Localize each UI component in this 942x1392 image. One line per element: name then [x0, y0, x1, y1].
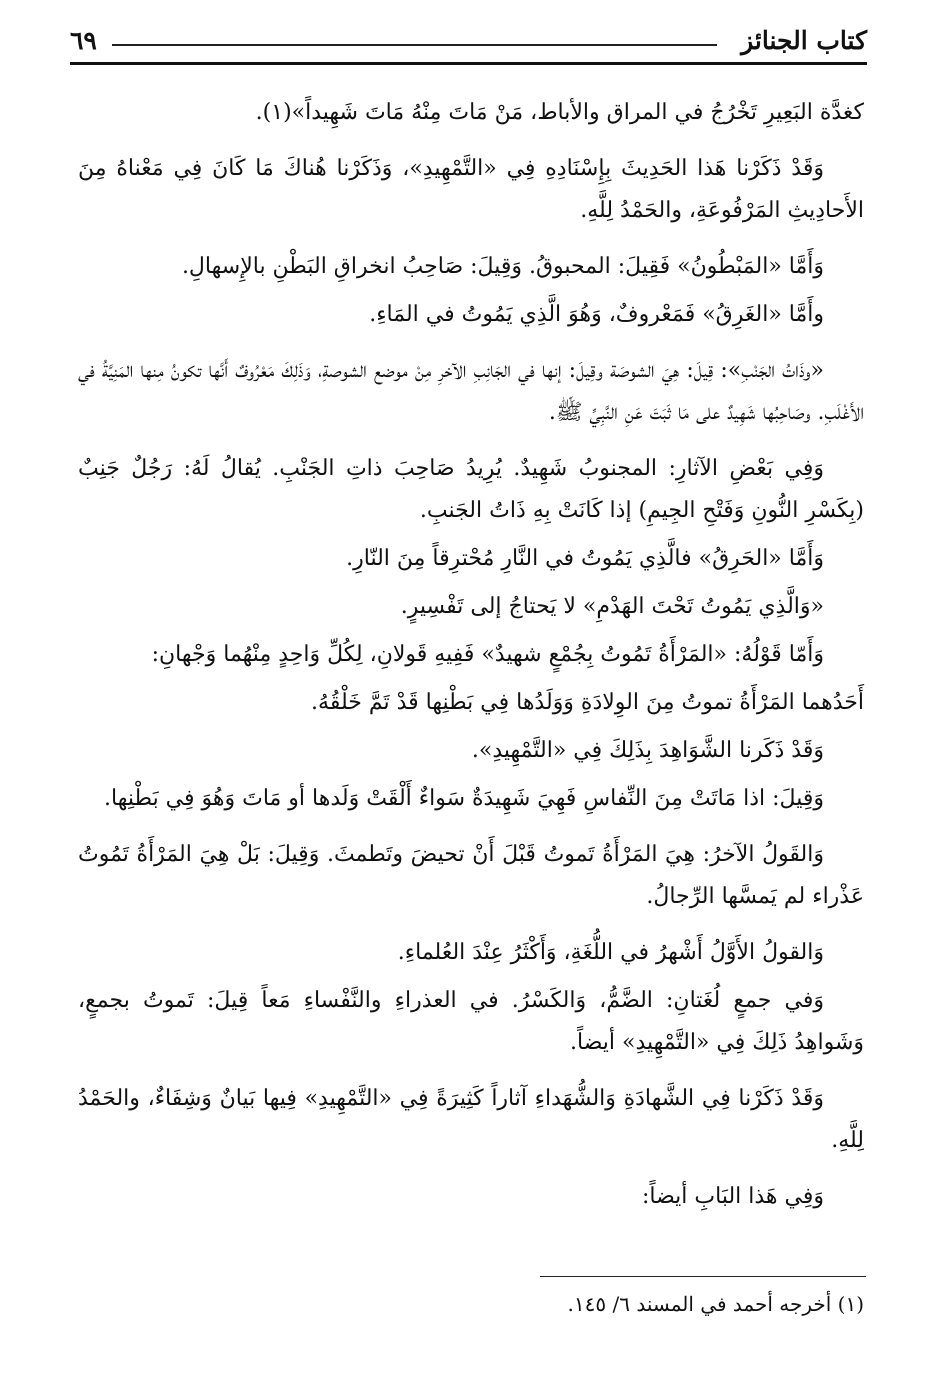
- footnote-divider: [540, 1276, 866, 1277]
- footnote: (١) أخرجه أحمد في المسند ٦/ ١٤٥.: [567, 1292, 864, 1316]
- paragraph: أَحَدُهما المَرْأَةُ تموتُ مِنَ الوِلادَةِ وَوَلَدُها فِي بَطْنِها قَدْ تَمَّ خَلْقُهُ.: [311, 690, 864, 715]
- paragraph: وَفِي هَذا البَابِ أيضاً:: [641, 1184, 824, 1209]
- page-header: [70, 22, 867, 62]
- paragraph: وَأَمّا قَوْلُهُ: «المَرْأَةُ تَمُوتُ بِجُمْعٍ شهيدٌ» فَفِيهِ قَولانِ، لِكُلِّ وَاحِدٍ مِنْهُما وَجْهانِ:: [151, 642, 824, 667]
- paragraph: وَأَمَّا «المَبْطُونُ» فَقِيلَ: المحبوقُ. وَقِيلَ: صَاحِبُ انخراقِ البَطْنِ بالإِسهالِ.: [181, 254, 824, 279]
- paragraph: وَقَدْ ذَكَرْنا هَذا الحَدِيثَ بِإِسْنَادِهِ فِي «التَّمْهِيدِ»، وَذَكَرْنا هُناكَ مَا كَانَ فِي مَعْناهُ مِنَ الأَحادِيثِ المَرْفُوعَةِ، والحَمْدُ لِلَّهِ.: [78, 156, 864, 223]
- paragraph: وَفِي بَعْضِ الآثارِ: المجنوبُ شَهِيدٌ. يُرِيدُ صَاحِبَ ذاتِ الجَنْبِ. يُقالُ لَهُ: رَجُلٌ جَنِبٌ (بِكَسْرِ النُّونِ وَفَتْحِ الجِيمِ) إذا كَانَتْ بِهِ ذَاتُ الجَنبِ.: [78, 456, 864, 523]
- paragraph: «وَالَّذِي يَمُوتُ تَحْتَ الهَدْمِ» لا يَحتاجُ إلى تَفْسِيرٍ.: [400, 594, 824, 619]
- paragraph: وَقَدْ ذَكَرْنا فِي الشَّهادَةِ وَالشُّهَداءِ آثاراً كَثِيرَةً فِي «التَّمْهِيدِ» فِيها بَيانٌ وَشِفَاءٌ، والحَمْدُ لِلَّهِ.: [78, 1086, 864, 1153]
- paragraph: «وذَاتُ الجَنْبِ»: قِيلَ: هِيَ الشوصَة وقِيلَ: إنها في الجَانِبِ الآخرِ مِنْ موضع الشوصةِ، وَذَلِكَ مَعْرُوفٌ أَنَّها تكونُ مِنها المَنِيَّةُ في الأَغْلَبِ. وصَاحِبُها شَهِيدٌ على مَا ثَبَتَ عَنِ النَّبِيِّ ﷺ.: [78, 358, 864, 425]
- paragraph: وَالقَولُ الآخرُ: هِيَ المَرْأَةُ تَموتُ قَبْلَ أَنْ تحيضَ وتَطمثَ. وَقِيلَ: بَلْ هِيَ المَرْأَةُ تَمُوتُ عَذْراء لم يَمسَّها الرِّجالُ.: [78, 842, 864, 909]
- paragraph: وَفي جمعٍ لُغَتانِ: الضَّمُّ، وَالكَسْرُ. في العذراءِ والنَّفْساءِ مَعاً قِيلَ: تَموتُ بجمعٍ، وَشَواهِدُ ذَلِكَ فِي «التَّمْهِيدِ» أيضاً.: [78, 988, 864, 1055]
- paragraph: وأَمَّا «الغَرِقُ» فَمَعْروفٌ، وَهُوَ الَّذِي يَمُوتُ في المَاءِ.: [369, 302, 824, 327]
- main-text: [78, 92, 864, 1224]
- paragraph: وَقَدْ ذَكَرنا الشَّوَاهِدَ بِذَلِكَ فِي «التَّمْهِيدِ».: [471, 738, 824, 763]
- chapter-title: كتاب الجنائز: [741, 26, 867, 55]
- page-number: ٦٩: [70, 26, 97, 55]
- paragraph: وَقِيلَ: اذا مَاتَتْ مِنَ النِّفاسِ فَهِيَ شَهِيدَةٌ سَواءٌ أَلْقَتْ وَلَدها أو مَاتَ وَهُوَ فِي بَطْنِها.: [104, 786, 824, 811]
- paragraph: وَالقولُ الأَوَّلُ أَشْهرُ في اللُّغَةِ، وَأَكْثَرُ عِنْدَ العُلماءِ.: [397, 940, 824, 965]
- paragraph: كغدَّة البَعِيرِ تَخْرُجُ في المراق والأباط، مَنْ مَاتَ مِنْهُ مَاتَ شَهِيداً»(١).: [255, 100, 864, 125]
- paragraph: وَأَمَّا «الحَرِقُ» فالَّذِي يَمُوتُ في النَّارِ مُحْترِقاً مِنَ النّارِ.: [346, 546, 824, 571]
- header-rule: [70, 62, 867, 65]
- header-divider: [112, 44, 717, 46]
